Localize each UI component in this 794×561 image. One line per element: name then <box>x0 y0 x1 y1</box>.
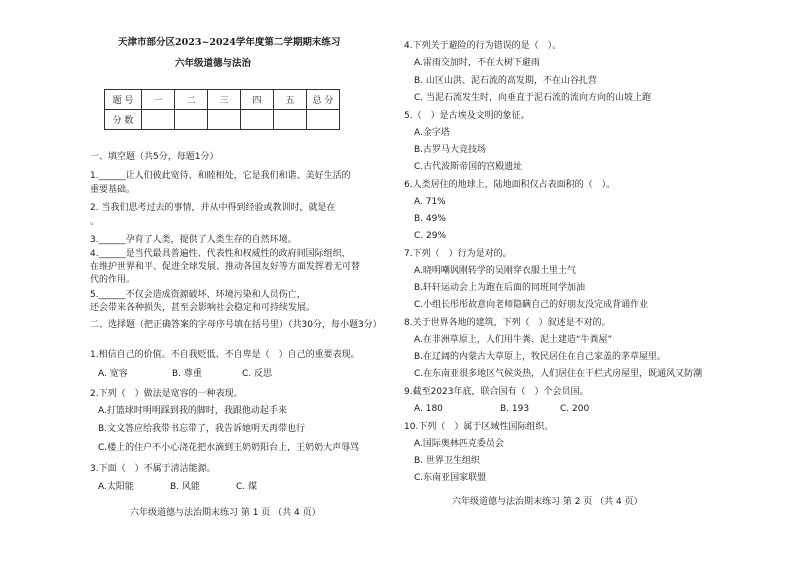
choice-option: B.在辽阔的内蒙古大草原上，牧民居住在自己家盖的茅草屋里。 <box>414 352 667 362</box>
choice-option: B. 山区山洪、泥石流的高发期，不在山谷扎营 <box>414 76 597 86</box>
score-cell: 三 <box>208 90 241 110</box>
score-cell: 四 <box>241 90 274 110</box>
choice-question-10: 10.下列（ ）属于区域性国际组织。 <box>404 422 554 432</box>
choice-option: A.晓明嘲讽刚转学的吴刚穿衣服土里土气 <box>414 266 576 276</box>
choice-option: C. 29% <box>414 231 447 241</box>
choice-option: A. 71% <box>414 197 446 207</box>
choice-question-4: 4.下列关于避险的行为错误的是（ ）。 <box>404 41 562 51</box>
choice-option: B. 风能 <box>170 482 200 492</box>
choice-option: C. 煤 <box>236 482 258 492</box>
choice-option: A.太阳能 <box>98 482 134 492</box>
choice-option: C. 反思 <box>242 369 273 379</box>
choice-question-2: 2.下列（ ）做法是宽容的一种表现。 <box>90 389 243 399</box>
choice-option: B.轩轩运动会上为跑在后面的同班同学加油 <box>414 283 586 293</box>
fill-question-2: 2. 当我们思考过去的事情，并从中得到经验或教训时，就是在 <box>90 203 336 213</box>
choice-option: A. 宽容 <box>98 369 128 379</box>
fill-question-4-cont: 代的作用。 <box>90 275 136 285</box>
choice-option: A.打篮球时明明踩到我的脚时，我跟他动起手来 <box>98 406 287 416</box>
choice-question-1: 1.相信自己的价值。不自我贬低、不自卑是（ ）自己的重要表现。 <box>90 350 360 360</box>
choice-option: C. 当泥石流发生时，向垂直于泥石流的流向方向的山坡上跑 <box>414 93 652 103</box>
fill-question-2-cont: 。 <box>90 217 100 227</box>
page-footer: 六年级道德与法治期末练习 第 1 页 （共 4 页） <box>130 508 321 518</box>
choice-option: C.在东南亚很多地区气候炎热，人们居住在干栏式房屋里，既通风又防潮 <box>414 369 703 379</box>
fill-question-1: 1.______让人们彼此宽待、和睦相处，它是我们和谐、美好生活的 <box>90 171 351 181</box>
choice-option: A.金字塔 <box>414 128 450 138</box>
choice-option: C.楼上的住户不小心浇花把水滴到王奶奶阳台上，王奶奶大声辱骂 <box>98 443 360 453</box>
fill-question-3: 3.______孕育了人类，提供了人类生存的自然环境。 <box>90 235 297 245</box>
score-cell: 二 <box>175 90 208 110</box>
section-fill-blank-heading: 一、填空题（共5分，每题1分） <box>90 152 219 162</box>
choice-option: B. 世界卫生组织 <box>414 456 480 466</box>
score-cell: 分 数 <box>105 110 142 130</box>
score-cell: 题 号 <box>105 90 142 110</box>
score-input-cell[interactable] <box>241 110 274 130</box>
fill-question-5: 5.______不仅会造成资源破坏、环境污染和人员伤亡， <box>90 290 306 300</box>
score-table-score-row <box>105 110 340 130</box>
choice-question-5: 5.（ ）是古埃及文明的象征。 <box>404 111 530 121</box>
choice-question-9: 9.截至2023年底，联合国有（ ）个会员国。 <box>404 387 589 397</box>
choice-option: A.国际奥林匹克委员会 <box>414 439 504 449</box>
choice-option: A.在非洲草原上，人们用牛粪、泥土建造“牛粪屋” <box>414 335 613 345</box>
choice-option: A. 180 <box>414 404 443 414</box>
score-table-header-row <box>105 90 340 110</box>
section-choice-heading: 二、选择题（把正确答案的字母序号填在括号里）（共30分，每小题3分） <box>90 320 382 330</box>
fill-question-5-cont: 还会带来各种损失，甚至会影响社会稳定和可持续发展。 <box>90 303 316 313</box>
score-input-cell[interactable] <box>274 110 307 130</box>
score-cell: 一 <box>142 90 175 110</box>
choice-option: B. 49% <box>414 214 446 224</box>
choice-option: B.古罗马大竞技场 <box>414 145 487 155</box>
choice-question-6: 6.人类居住的地球上，陆地面积仅占表面积的（ ）。 <box>404 180 616 190</box>
exam-subtitle: 六年级道德与法治 <box>175 58 252 69</box>
fill-question-4-cont: 在维护世界和平、促进全球发展、推动各国友好等方面发挥着无可替 <box>90 262 361 272</box>
score-input-cell[interactable] <box>175 110 208 130</box>
score-cell: 五 <box>274 90 307 110</box>
fill-question-4: 4.______是当代最具普遍性、代表性和权威性的政府间国际组织， <box>90 249 351 259</box>
page-footer: 六年级道德与法治期末练习 第 2 页 （共 4 页） <box>452 497 643 507</box>
choice-question-3: 3.下面（ ）不属于清洁能源。 <box>90 464 216 474</box>
score-table <box>104 89 340 130</box>
page-2 <box>397 0 794 561</box>
choice-option: C.小组长彤彤故意向老师隐瞒自己的好朋友没完成背诵作业 <box>414 300 649 310</box>
choice-option: B. 193 <box>500 404 530 414</box>
score-input-cell[interactable] <box>307 110 340 130</box>
choice-option: C.东南亚国家联盟 <box>414 473 487 483</box>
fill-question-1-cont: 重要基础。 <box>90 185 136 195</box>
score-input-cell[interactable] <box>208 110 241 130</box>
choice-option: A.雷雨交加时，不在大树下避雨 <box>414 58 540 68</box>
choice-option: C.古代波斯帝国的宫殿遗址 <box>414 162 523 172</box>
choice-question-8: 8.关于世界各地的建筑，下列（ ）叙述是不对的。 <box>404 318 611 328</box>
score-cell: 总 分 <box>307 90 340 110</box>
choice-option: B. 尊重 <box>172 369 202 379</box>
choice-question-7: 7.下列（ ）行为是对的。 <box>404 249 512 259</box>
choice-option: C. 200 <box>560 404 590 414</box>
exam-title: 天津市部分区2023~2024学年度第二学期期末练习 <box>118 37 341 48</box>
choice-option: B.文文答应给我带书忘带了，我告诉她明天再带也行 <box>98 424 306 434</box>
score-input-cell[interactable] <box>142 110 175 130</box>
